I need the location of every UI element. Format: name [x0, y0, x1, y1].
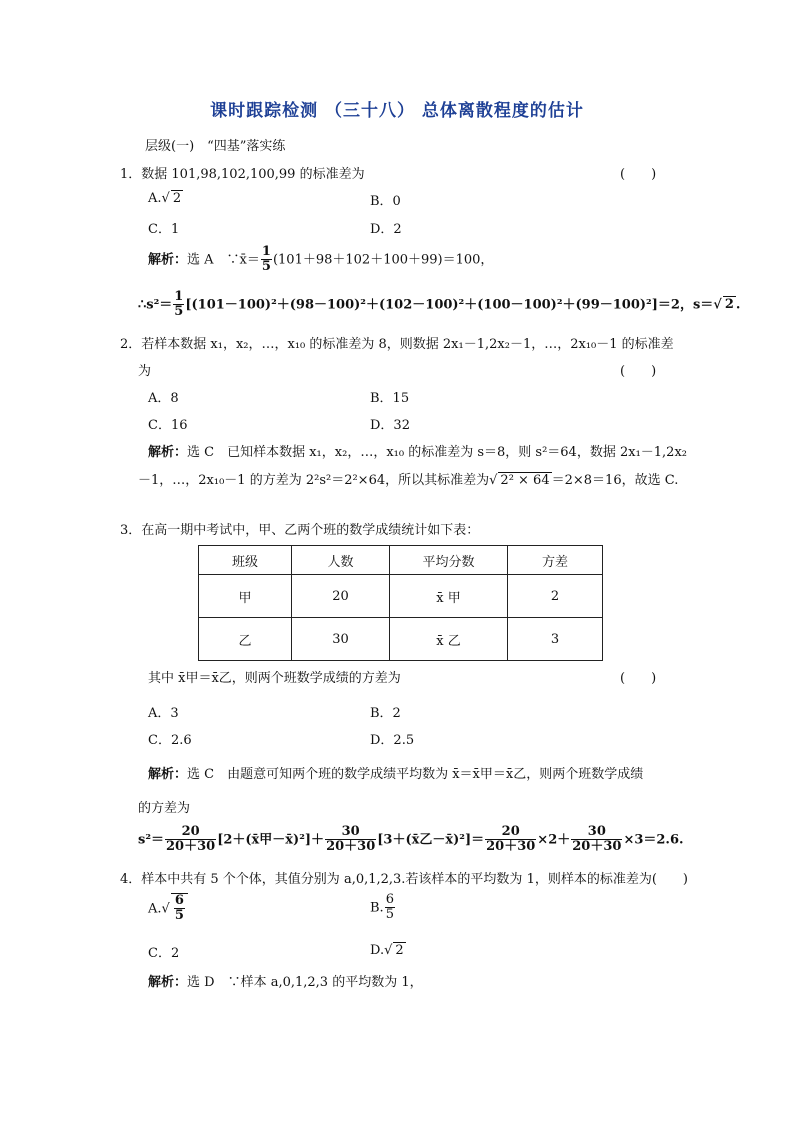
page-title: 课时跟踪检测 （三十八） 总体离散程度的估计 — [210, 101, 584, 121]
q3-solution-formula: s²＝ $\frac{20}{20+30}$ [2＋(x̄甲－x̄)²]＋ $\frac{30}{20+30}$ [3＋(x̄乙－x̄)²]＝ $\frac{20}{20+30}$ ×2＋ $\frac{30}{20+30}$ ×3＝2.6. — [138, 824, 684, 855]
table-header-row — [199, 546, 603, 575]
table-header: 方差 — [508, 546, 603, 575]
q4-option-a: A.√ $\frac{6}{5}$ — [148, 893, 188, 924]
q2-stem-line2: 为 — [138, 364, 152, 379]
table-cell: 2 — [508, 575, 603, 618]
q3-solution-line1: 解析：选 C 由题意可知两个班的数学成绩平均数为 x̄＝x̄甲＝x̄乙，则两个班数学成绩 — [148, 767, 644, 782]
table-header: 班级 — [199, 546, 292, 575]
table-cell: x̄ 甲 — [390, 575, 508, 618]
q1-solution-line2: ∴s²＝ $\frac{1}{5}$ [(101－100)²＋(98－100)²＋(102－100)²＋(100－100)²＋(99－100)²]＝2，s＝√ 2 . — [138, 289, 741, 320]
q4-option-b: B. $\frac{6}{5}$ — [370, 892, 394, 923]
q2-option-b: B．15 — [370, 391, 410, 406]
table-cell: 20 — [292, 575, 390, 618]
q4-option-c: C．2 — [148, 946, 180, 961]
q3-option-b: B．2 — [370, 706, 401, 721]
q3-option-a: A．3 — [148, 706, 179, 721]
q3-answer-bracket: ( ) — [620, 671, 657, 686]
q2-stem-line1: 2．若样本数据 x₁，x₂，…，x₁₀ 的标准差为 8，则数据 2x₁－1,2x₂－1，…，2x₁₀－1 的标准差 — [120, 337, 674, 352]
q2-option-a: A．8 — [148, 391, 179, 406]
table-cell: 3 — [508, 618, 603, 661]
class-score-table — [198, 545, 603, 661]
q1-option-b: B．0 — [370, 194, 401, 209]
q1-solution-line1: 解析：选 A ∵x̄＝ $\frac{1}{5}$ (101＋98＋102＋100＋99)＝100， — [148, 244, 494, 275]
q4-option-d: D.√ 2 — [370, 943, 404, 958]
q2-option-d: D．32 — [370, 418, 410, 433]
q2-option-c: C．16 — [148, 418, 188, 433]
q1-answer-bracket: ( ) — [620, 167, 657, 182]
q3-after-table: 其中 x̄甲＝x̄乙，则两个班数学成绩的方差为 — [148, 671, 401, 686]
table-header: 平均分数 — [390, 546, 508, 575]
table-row — [199, 575, 603, 618]
q3-option-c: C．2.6 — [148, 733, 192, 748]
q1-option-a: A.√ 2 — [148, 191, 182, 206]
q1-option-c: C．1 — [148, 222, 180, 237]
table-row — [199, 618, 603, 661]
q2-solution-line2: －1，…，2x₁₀－1 的方差为 2²s²＝2²×64，所以其标准差为√ 2² × 64 ＝2×8＝16，故选 C. — [138, 473, 679, 488]
q3-option-d: D．2.5 — [370, 733, 415, 748]
table-cell: x̄ 乙 — [390, 618, 508, 661]
table-cell: 30 — [292, 618, 390, 661]
q1-stem: 1．数据 101,98,102,100,99 的标准差为 — [120, 167, 365, 182]
table-cell: 乙 — [199, 618, 292, 661]
q4-stem: 4．样本中共有 5 个个体，其值分别为 a,0,1,2,3.若该样本的平均数为 1，则样本的标准差为( ) — [120, 872, 688, 887]
table-cell: 甲 — [199, 575, 292, 618]
q4-solution-line1: 解析：选 D ∵样本 a,0,1,2,3 的平均数为 1， — [148, 975, 423, 990]
section-label: 层级(一) “四基”落实练 — [145, 139, 286, 154]
q3-solution-line2: 的方差为 — [138, 801, 191, 816]
q3-stem: 3．在高一期中考试中，甲、乙两个班的数学成绩统计如下表： — [120, 523, 480, 538]
table-header: 人数 — [292, 546, 390, 575]
q2-solution-line1: 解析：选 C 已知样本数据 x₁，x₂，…，x₁₀ 的标准差为 s＝8，则 s²＝64，数据 2x₁－1,2x₂ — [148, 445, 687, 460]
q1-option-d: D．2 — [370, 222, 402, 237]
q2-answer-bracket: ( ) — [620, 364, 657, 379]
